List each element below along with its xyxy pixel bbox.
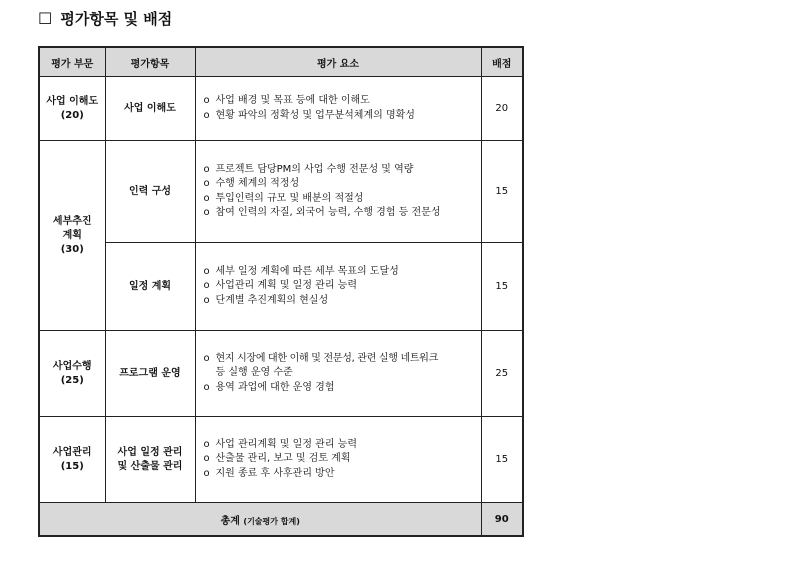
category-label: 사업관리 bbox=[52, 446, 92, 458]
element-item: o 수행 체계의 적정성 bbox=[203, 178, 300, 189]
category-score: (20) bbox=[60, 109, 84, 121]
element-item: o 참여 인력의 자질, 외국어 능력, 수행 경험 등 전문성 bbox=[203, 207, 441, 218]
total-row bbox=[39, 503, 523, 537]
element-item: o 사업 관리계획 및 일정 관리 능력 bbox=[203, 438, 357, 450]
score-cell: 15 bbox=[481, 243, 523, 331]
header-elements: 평가 요소 bbox=[195, 47, 481, 77]
total-label: 총계 bbox=[220, 515, 240, 527]
header-item: 평가항목 bbox=[105, 47, 195, 77]
header-score: 배점 bbox=[481, 47, 523, 77]
category-cell bbox=[39, 141, 105, 331]
category-cell bbox=[39, 331, 105, 417]
elements-cell bbox=[195, 77, 481, 141]
element-item: o 용역 과업에 대한 운영 경험 bbox=[203, 381, 335, 393]
table-row bbox=[39, 77, 523, 141]
element-item: o 지원 종료 후 사후관리 방안 bbox=[203, 467, 335, 479]
total-note: (기술평가 합계) bbox=[243, 516, 300, 526]
table-row bbox=[39, 417, 523, 503]
table-row bbox=[39, 243, 523, 331]
item-label: 및 산출물 관리 bbox=[117, 460, 183, 472]
elements-cell bbox=[195, 417, 481, 503]
element-item: o 세부 일정 계획에 따른 세부 목표의 도달성 bbox=[203, 265, 399, 277]
category-score: (15) bbox=[60, 460, 84, 472]
category-label: 사업수행 bbox=[52, 360, 92, 372]
evaluation-table bbox=[38, 46, 524, 537]
element-item: o 사업 배경 및 목표 등에 대한 이해도 bbox=[203, 95, 370, 106]
element-item: o 산출물 관리, 보고 및 검토 계획 bbox=[203, 453, 351, 465]
element-item: o 프로젝트 담당PM의 사업 수행 전문성 및 역량 bbox=[203, 163, 414, 175]
item-cell bbox=[105, 417, 195, 503]
page-title bbox=[38, 8, 172, 29]
element-item: o 현지 시장에 대한 이해 및 전문성, 관련 실행 네트워크 bbox=[203, 352, 438, 364]
score-cell: 25 bbox=[481, 331, 523, 417]
page-title-text: 평가항목 및 배점 bbox=[60, 10, 173, 28]
category-score: (25) bbox=[60, 374, 84, 386]
element-item-continuation: 등 실행 운영 수준 bbox=[215, 367, 293, 379]
item-cell: 일정 계획 bbox=[105, 243, 195, 331]
elements-cell bbox=[195, 331, 481, 417]
score-cell: 20 bbox=[481, 77, 523, 141]
category-cell bbox=[39, 417, 105, 503]
header-category: 평가 부문 bbox=[39, 47, 105, 77]
score-cell: 15 bbox=[481, 141, 523, 243]
table-row bbox=[39, 331, 523, 417]
elements-cell bbox=[195, 243, 481, 331]
score-cell: 15 bbox=[481, 417, 523, 503]
item-cell: 프로그램 운영 bbox=[105, 331, 195, 417]
table-header-row bbox=[39, 47, 523, 77]
category-cell bbox=[39, 77, 105, 141]
total-score: 90 bbox=[481, 503, 523, 537]
element-item: o 단계별 추진계획의 현실성 bbox=[203, 294, 329, 306]
item-cell: 인력 구성 bbox=[105, 141, 195, 243]
element-item: o 사업관리 계획 및 일정 관리 능력 bbox=[203, 280, 357, 292]
category-label: 사업 이해도 bbox=[46, 95, 99, 107]
item-cell: 사업 이해도 bbox=[105, 77, 195, 141]
total-label-cell bbox=[39, 503, 481, 537]
item-label: 사업 일정 관리 bbox=[117, 446, 183, 458]
elements-cell bbox=[195, 141, 481, 243]
table-row bbox=[39, 141, 523, 243]
category-score: (30) bbox=[60, 243, 84, 255]
element-item: o 현황 파악의 정확성 및 업무분석체계의 명확성 bbox=[203, 109, 415, 121]
element-item: o 투입인력의 규모 및 배분의 적절성 bbox=[203, 192, 364, 204]
category-label: 계획 bbox=[62, 229, 82, 241]
checkbox-square-icon: ☐ bbox=[38, 9, 53, 28]
category-label: 세부추진 bbox=[52, 215, 92, 227]
